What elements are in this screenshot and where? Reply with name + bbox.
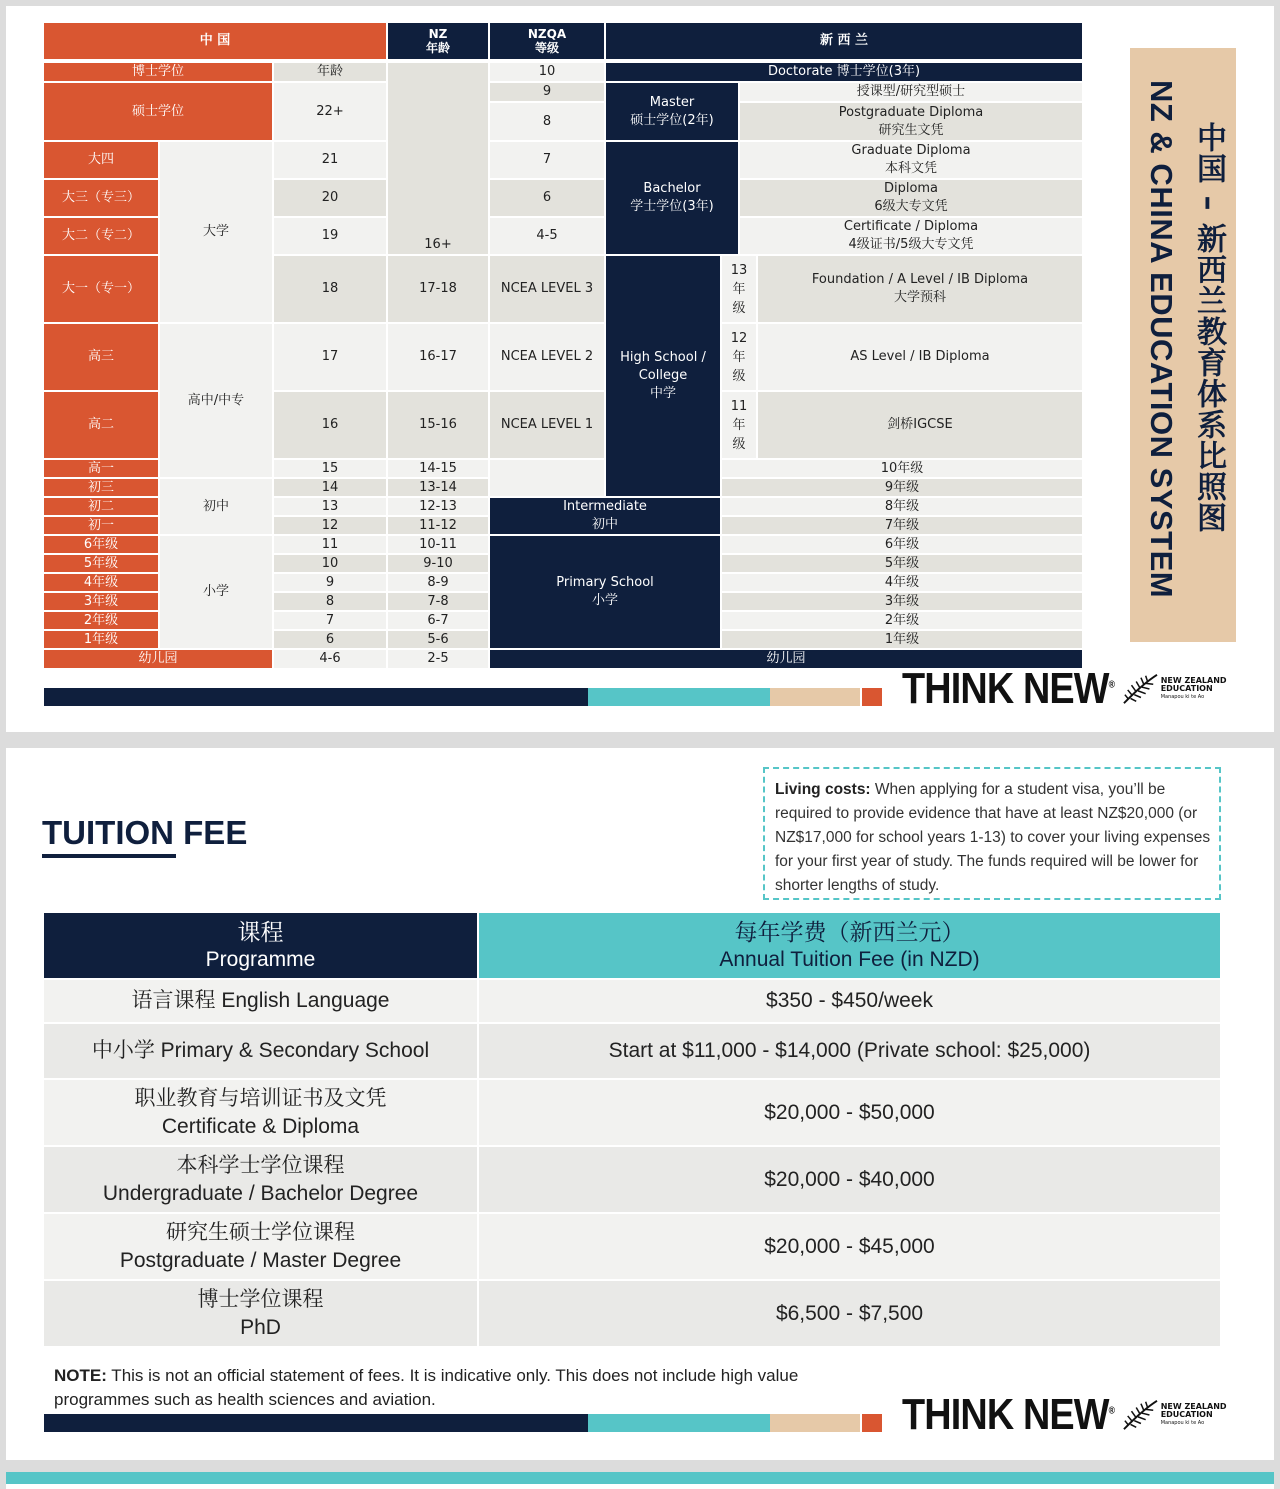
nz-age-y10: 14-15 xyxy=(388,460,488,477)
nz-group-intermediate-cn: 初中 xyxy=(591,517,618,532)
china-age-g1: 6 xyxy=(274,631,386,648)
nz-year-3: 3年级 xyxy=(722,593,1082,610)
nz-group-primary xyxy=(490,536,720,648)
nz-education-logo xyxy=(1161,1403,1227,1427)
year-11-num: 11 xyxy=(730,398,748,414)
nz-year-2: 2年级 xyxy=(722,612,1082,629)
programme-name-en: Undergraduate / Bachelor Degree xyxy=(102,1181,419,1205)
nzqa-level-9: 9 xyxy=(490,83,604,101)
side-title-box xyxy=(1130,48,1236,642)
bar-navy xyxy=(44,1414,588,1432)
living-costs-box xyxy=(763,767,1221,900)
nz-age-y7: 11-12 xyxy=(388,517,488,534)
nz-age-y2: 6-7 xyxy=(388,612,488,629)
side-title-chinese: 中国 – 新西兰教育体系比照图 xyxy=(1191,122,1226,533)
year-11-char2: 级 xyxy=(732,436,746,452)
bar-orange xyxy=(862,1414,882,1432)
china-level-g5: 5年级 xyxy=(44,555,158,572)
nz-age-y11: 15-16 xyxy=(388,392,488,458)
header-nzqa-line1: NZQA xyxy=(527,27,567,41)
nz-group-high-school-cn: 中学 xyxy=(649,386,676,401)
table-row xyxy=(44,1147,1220,1214)
nz-group-high-school-en2: College xyxy=(638,368,688,383)
programme-name-en: Postgraduate / Master Degree xyxy=(119,1248,402,1272)
programme-name-cn: 职业教育与培训证书及文凭 xyxy=(134,1086,387,1110)
programme-name-cn: 研究生硕士学位课程 xyxy=(166,1220,355,1244)
china-age-y4: 21 xyxy=(274,142,386,178)
nz-year-1: 1年级 xyxy=(722,631,1082,648)
bar-sand xyxy=(770,688,860,706)
nz-qual-level-9: 授课型/研究型硕士 xyxy=(740,83,1082,101)
fee-value: $20,000 - $40,000 xyxy=(764,1167,935,1191)
fee-cell xyxy=(479,1080,1220,1145)
nz-qual-level-8-en: Postgraduate Diploma xyxy=(838,104,984,120)
programme-name-cn: 博士学位课程 xyxy=(197,1287,324,1311)
nz-qual-year-12: AS Level / IB Diploma xyxy=(758,324,1082,390)
year-12-char1: 年 xyxy=(732,349,746,365)
nzqa-ncea-level-1: NCEA LEVEL 1 xyxy=(490,392,604,458)
china-level-chu1: 初一 xyxy=(44,517,158,534)
china-age-g5: 10 xyxy=(274,555,386,572)
fee-value: $6,500 - $7,500 xyxy=(775,1301,924,1325)
nz-group-bachelor-en: Bachelor xyxy=(643,181,701,196)
nz-age-y6: 10-11 xyxy=(388,536,488,553)
header-nz-age-line1: NZ xyxy=(428,27,448,41)
nz-age-tertiary: 16+ xyxy=(388,63,488,254)
china-level-y4: 大四 xyxy=(44,142,158,178)
nz-age-y12: 16-17 xyxy=(388,324,488,390)
china-group-primary: 小学 xyxy=(160,536,272,648)
think-new-wordmark xyxy=(902,664,1114,714)
table-row xyxy=(44,1080,1220,1147)
year-11-char1: 年 xyxy=(732,417,746,433)
nz-qual-year-13-cn: 大学预科 xyxy=(893,290,946,305)
table-row xyxy=(44,980,1220,1024)
china-level-g4: 4年级 xyxy=(44,574,158,591)
nz-age-y8: 12-13 xyxy=(388,498,488,515)
china-age-gao2: 16 xyxy=(274,392,386,458)
china-level-phd: 博士学位 xyxy=(44,63,272,81)
fee-value: $20,000 - $50,000 xyxy=(764,1100,935,1124)
nz-year-6: 6年级 xyxy=(722,536,1082,553)
nz-qual-level-8-cn: 研究生文凭 xyxy=(878,122,944,138)
china-level-g2: 2年级 xyxy=(44,612,158,629)
nz-group-master-cn: 硕士学位(2年) xyxy=(630,112,714,128)
nzqa-level-10: 10 xyxy=(490,63,604,81)
china-level-g3: 3年级 xyxy=(44,593,158,610)
china-age-y1: 18 xyxy=(274,256,386,322)
nz-year-13-label xyxy=(722,256,756,322)
nzqa-level-6: 6 xyxy=(490,180,604,216)
china-group-university: 大学 xyxy=(160,142,272,322)
china-age-gao1: 15 xyxy=(274,460,386,477)
china-age-y3: 20 xyxy=(274,180,386,216)
nz-line3: Manapou ki te Ao xyxy=(1160,1420,1205,1426)
nz-qual-year-11: 剑桥IGCSE xyxy=(758,392,1082,458)
header-programme-en: Programme xyxy=(205,947,316,971)
think-new-wordmark xyxy=(902,1390,1114,1440)
footer-color-bars xyxy=(44,688,882,706)
nz-education-logo xyxy=(1161,677,1227,701)
fee-value: Start at $11,000 - $14,000 (Private school: $25,000) xyxy=(608,1039,1091,1062)
header-annual-fee xyxy=(479,913,1220,978)
tuition-fee-table xyxy=(44,913,1220,1348)
china-age-gao3: 17 xyxy=(274,324,386,390)
china-level-chu3: 初三 xyxy=(44,479,158,496)
nz-group-high-school xyxy=(606,256,720,496)
wordmark-text: THINK NEW xyxy=(902,664,1109,713)
china-age-g2: 7 xyxy=(274,612,386,629)
bar-sand xyxy=(770,1414,860,1432)
nz-line2: EDUCATION xyxy=(1160,684,1213,693)
nz-qual-level-8 xyxy=(740,103,1082,140)
china-age-chu2: 13 xyxy=(274,498,386,515)
fern-icon xyxy=(1121,672,1159,706)
programme-cell xyxy=(44,1080,477,1145)
wordmark-text: THINK NEW xyxy=(902,1390,1109,1439)
nz-qual-level-7-cn: 本科文凭 xyxy=(884,161,937,176)
nz-group-intermediate xyxy=(490,498,720,534)
programme-name-cn: 本科学士学位课程 xyxy=(176,1153,345,1177)
next-slide-edge xyxy=(6,1472,1274,1489)
nz-qual-level-6-en: Diploma xyxy=(883,181,939,196)
nz-year-9: 9年级 xyxy=(722,479,1082,496)
think-new-logo xyxy=(902,1390,1227,1440)
nzqa-ncea-level-3: NCEA LEVEL 3 xyxy=(490,256,604,322)
nz-group-intermediate-en: Intermediate xyxy=(563,499,647,514)
nz-year-7: 7年级 xyxy=(722,517,1082,534)
nz-age-ece: 2-5 xyxy=(388,650,488,668)
bar-teal xyxy=(588,1414,770,1432)
bar-orange xyxy=(862,688,882,706)
programme-cell xyxy=(44,1024,477,1078)
nz-qual-level-6-cn: 6级大专文凭 xyxy=(874,199,948,214)
china-level-g6: 6年级 xyxy=(44,536,158,553)
nzqa-level-4-5: 4-5 xyxy=(490,218,604,254)
china-age-master: 22+ xyxy=(274,83,386,140)
nz-age-y9: 13-14 xyxy=(388,479,488,496)
nz-qual-level-6 xyxy=(740,180,1082,216)
china-group-middle-school: 初中 xyxy=(160,479,272,534)
side-title-english: NZ & CHINA EDUCATION SYSTEM xyxy=(1144,80,1179,599)
nz-qual-year-13 xyxy=(758,256,1082,322)
disclaimer-note xyxy=(54,1364,874,1412)
nz-line1: NEW ZEALAND xyxy=(1160,1402,1227,1411)
nz-group-doctorate: Doctorate 博士学位(3年) xyxy=(606,63,1082,81)
nzqa-level-7: 7 xyxy=(490,142,604,178)
china-age-y2: 19 xyxy=(274,218,386,254)
nz-group-high-school-en1: High School / xyxy=(620,350,706,365)
year-12-char2: 级 xyxy=(732,368,746,384)
china-age-g4: 9 xyxy=(274,574,386,591)
fee-cell xyxy=(479,1214,1220,1279)
nz-year-5: 5年级 xyxy=(722,555,1082,572)
china-level-y2: 大二（专二） xyxy=(44,218,158,254)
nz-qual-level-7 xyxy=(740,142,1082,178)
programme-name: 中小学 Primary & Secondary School xyxy=(91,1039,430,1062)
china-age-phd: 年龄 xyxy=(274,63,386,81)
nz-age-y3: 7-8 xyxy=(388,593,488,610)
programme-cell xyxy=(44,1281,477,1346)
china-age-chu1: 12 xyxy=(274,517,386,534)
header-fee-cn: 每年学费（新西兰元） xyxy=(734,918,965,945)
fee-cell xyxy=(479,1281,1220,1346)
china-group-high-school: 高中/中专 xyxy=(160,324,272,477)
bar-teal xyxy=(588,688,770,706)
nzqa-level-8: 8 xyxy=(490,103,604,140)
china-age-chu3: 14 xyxy=(274,479,386,496)
trademark: ® xyxy=(1108,1405,1115,1417)
education-system-slide xyxy=(6,6,1274,732)
nz-group-master xyxy=(606,83,738,140)
header-programme-cn: 课程 xyxy=(237,918,284,945)
fee-cell xyxy=(479,1024,1220,1078)
note-label: NOTE: xyxy=(54,1366,107,1385)
nz-year-11-label xyxy=(722,392,756,458)
nz-year-10: 10年级 xyxy=(722,460,1082,477)
next-slide-teal-bar xyxy=(6,1472,1274,1484)
china-level-chu2: 初二 xyxy=(44,498,158,515)
nz-year-12-label xyxy=(722,324,756,390)
fee-cell xyxy=(479,1147,1220,1212)
nz-qual-level-4-5-cn: 4级证书/5级大专文凭 xyxy=(848,237,974,252)
nz-line1: NEW ZEALAND xyxy=(1160,676,1227,685)
fee-cell xyxy=(479,980,1220,1022)
year-13-char2: 级 xyxy=(732,300,746,316)
fee-value: $20,000 - $45,000 xyxy=(764,1234,935,1258)
nz-age-y5: 9-10 xyxy=(388,555,488,572)
table-row xyxy=(44,1024,1220,1080)
nz-age-y4: 8-9 xyxy=(388,574,488,591)
nz-group-master-en: Master xyxy=(649,94,695,110)
think-new-logo xyxy=(902,664,1227,714)
header-fee-en: Annual Tuition Fee (in NZD) xyxy=(719,947,980,971)
china-level-g1: 1年级 xyxy=(44,631,158,648)
nzqa-empty xyxy=(490,460,604,496)
bar-navy xyxy=(44,688,588,706)
china-age-g3: 8 xyxy=(274,593,386,610)
china-level-y1: 大一（专一） xyxy=(44,256,158,322)
fern-icon xyxy=(1121,1398,1159,1432)
year-12-num: 12 xyxy=(730,330,748,346)
nz-line3: Manapou ki te Ao xyxy=(1160,694,1205,700)
nz-age-y1: 5-6 xyxy=(388,631,488,648)
header-china: 中 国 xyxy=(44,23,386,59)
title-underline xyxy=(42,854,176,858)
nz-age-y13: 17-18 xyxy=(388,256,488,322)
nz-year-8: 8年级 xyxy=(722,498,1082,515)
china-level-gao3: 高三 xyxy=(44,324,158,390)
programme-cell xyxy=(44,980,477,1022)
header-nzqa xyxy=(490,23,604,59)
header-nz-age xyxy=(388,23,488,59)
year-13-num: 13 xyxy=(730,262,748,278)
trademark: ® xyxy=(1108,679,1115,691)
table-header-row xyxy=(44,913,1220,980)
nz-qual-level-4-5-en: Certificate / Diploma xyxy=(843,219,979,234)
header-nzqa-line2: 等级 xyxy=(534,41,559,55)
year-13-char1: 年 xyxy=(732,281,746,297)
programme-name-en: Certificate & Diploma xyxy=(161,1114,360,1138)
china-level-gao1: 高一 xyxy=(44,460,158,477)
programme-cell xyxy=(44,1147,477,1212)
nz-group-bachelor xyxy=(606,142,738,254)
nz-group-primary-cn: 小学 xyxy=(591,593,618,608)
header-programme xyxy=(44,913,477,978)
nz-year-4: 4年级 xyxy=(722,574,1082,591)
china-level-gao2: 高二 xyxy=(44,392,158,458)
nz-group-primary-en: Primary School xyxy=(556,575,654,590)
nz-qual-level-7-en: Graduate Diploma xyxy=(851,143,971,158)
nz-group-early-childhood: 幼儿园 xyxy=(490,650,1082,668)
china-age-kindergarten: 4-6 xyxy=(274,650,386,668)
nzqa-ncea-level-2: NCEA LEVEL 2 xyxy=(490,324,604,390)
note-text: This is not an official statement of fees. It is indicative only. This does not include high value programmes such as health sciences and aviation. xyxy=(54,1366,799,1409)
footer-color-bars xyxy=(44,1414,882,1432)
table-row xyxy=(44,1214,1220,1281)
fee-value: $350 - $450/week xyxy=(766,989,933,1012)
programme-cell xyxy=(44,1214,477,1279)
programme-name: 语言课程 English Language xyxy=(131,989,390,1012)
china-level-y3: 大三（专三） xyxy=(44,180,158,216)
tuition-fee-title: TUITION FEE xyxy=(42,814,248,851)
china-level-kindergarten: 幼儿园 xyxy=(44,650,272,668)
china-age-g6: 11 xyxy=(274,536,386,553)
nz-qual-year-13-en: Foundation / A Level / IB Diploma xyxy=(811,272,1029,287)
living-costs-text: When applying for a student visa, you’ll be required to provide evidence that have at least NZ$20,000 (or NZ$17,000 for school years 1-13) to cover your living expenses for your first year of study. The funds required will be lower for shorter lengths of study. xyxy=(775,781,1211,894)
table-row xyxy=(44,1281,1220,1348)
living-costs-label: Living costs: xyxy=(775,781,871,798)
china-level-master: 硕士学位 xyxy=(44,83,272,140)
tuition-fee-slide xyxy=(6,748,1274,1460)
nz-group-bachelor-cn: 学士学位(3年) xyxy=(630,199,714,214)
programme-name-en: PhD xyxy=(240,1315,281,1339)
nz-qual-level-4-5 xyxy=(740,218,1082,254)
header-nz-age-line2: 年龄 xyxy=(425,41,450,55)
nz-line2: EDUCATION xyxy=(1160,1410,1213,1419)
header-new-zealand: 新 西 兰 xyxy=(606,23,1082,59)
